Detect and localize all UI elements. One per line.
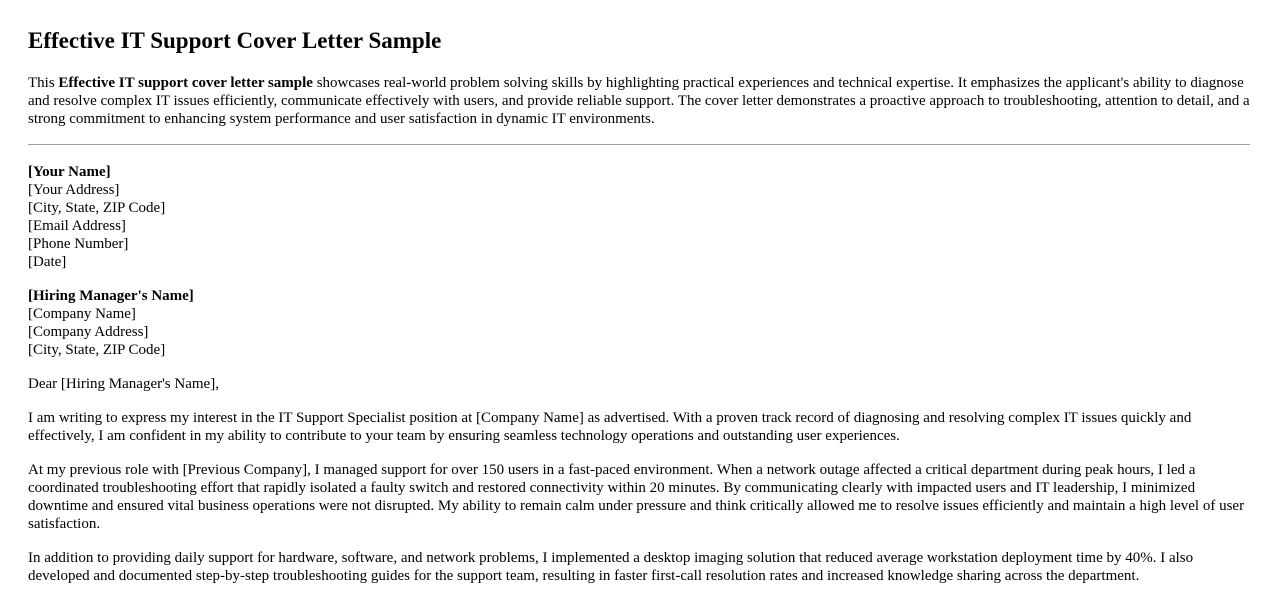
document	[28, 0, 1250, 585]
body-paragraph-1: I am writing to express my interest in the IT Support Specialist position at [Company Name] as advertised. With a proven track record of diagnosing and resolving complex IT issues quickly and effectively, I am confident in my ability to contribute to your team by ensuring seamless technology operations and outstanding user experiences.	[28, 410, 1192, 444]
recipient-city: [City, State, ZIP Code]	[28, 342, 166, 358]
sender-phone: [Phone Number]	[28, 236, 129, 252]
sender-block	[28, 163, 1250, 271]
intro-prefix: This	[28, 75, 59, 91]
salutation: Dear [Hiring Manager's Name],	[28, 376, 219, 392]
intro-bold: Effective IT support cover letter sample	[58, 75, 313, 91]
recipient-name: [Hiring Manager's Name]	[28, 288, 194, 304]
recipient-company: [Company Name]	[28, 306, 136, 322]
body-paragraph-3: In addition to providing daily support for hardware, software, and network problems, I implemented a desktop imaging solution that reduced average workstation deployment time by 40%. I also developed and documented step-by-step troubleshooting guides for the support team, resulting in faster first-call resolution rates and increased knowledge sharing across the department.	[28, 550, 1194, 584]
body-paragraph-2: At my previous role with [Previous Company], I managed support for over 150 users in a fast-paced environment. When a network outage affected a critical department during peak hours, I led a coordinated troubleshooting effort that rapidly isolated a faulty switch and restored connectivity within 20 minutes. By communicating clearly with impacted users and IT leadership, I minimized downtime and ensured vital business operations were not disrupted. My ability to remain calm under pressure and think critically allowed me to resolve issues efficiently and maintain a high level of user satisfaction.	[28, 462, 1245, 532]
recipient-address: [Company Address]	[28, 324, 149, 340]
sender-email: [Email Address]	[28, 218, 126, 234]
sender-city: [City, State, ZIP Code]	[28, 200, 166, 216]
page-title: Effective IT Support Cover Letter Sample	[28, 28, 442, 53]
intro-suffix: showcases real-world problem solving skills by highlighting practical experiences and technical expertise. It emphasizes the applicant's ability to diagnose and resolve complex IT issues efficiently, communicate effectively with users, and provide reliable support. The cover letter demonstrates a proactive approach to troubleshooting, attention to detail, and a strong commitment to enhancing system performance and user satisfaction in dynamic IT environments.	[28, 75, 1250, 127]
sender-address: [Your Address]	[28, 182, 120, 198]
sender-name: [Your Name]	[28, 164, 111, 180]
intro-paragraph	[28, 74, 1250, 128]
sender-date: [Date]	[28, 254, 67, 270]
recipient-block	[28, 287, 1250, 359]
divider	[28, 144, 1250, 145]
